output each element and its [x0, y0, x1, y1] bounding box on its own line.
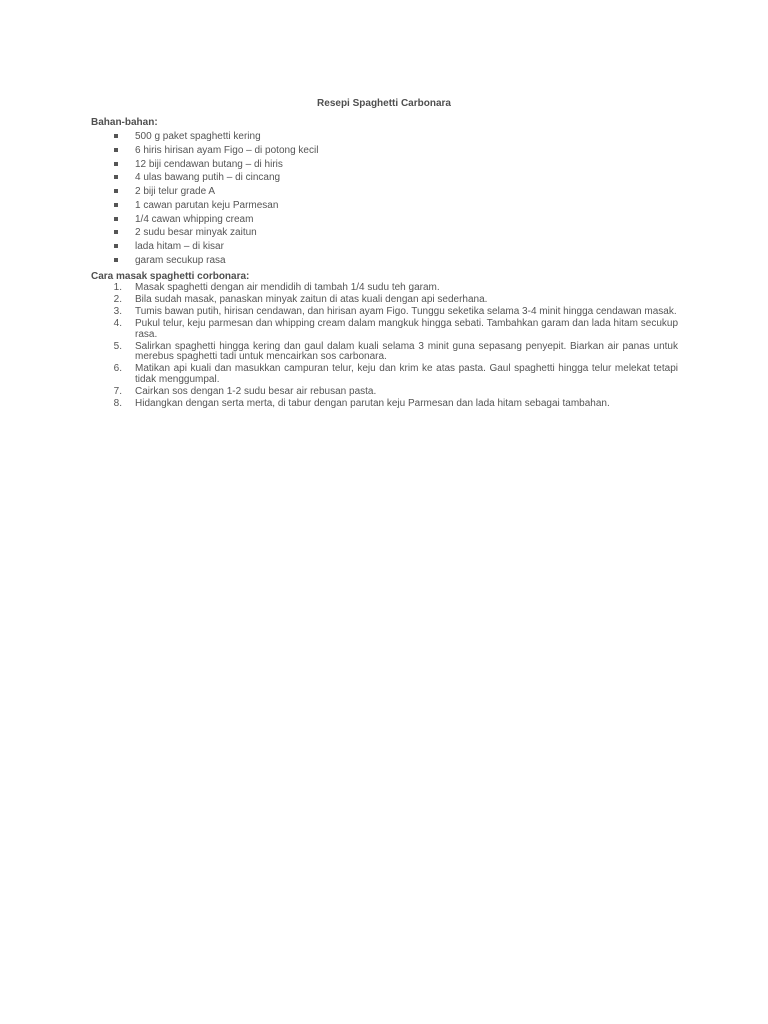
step-text: Tumis bawan putih, hirisan cendawan, dan hirisan ayam Figo. Tunggu seketika selama 3-4 minit hingga cendawan masak. — [135, 306, 677, 317]
ingredient-text: 1/4 cawan whipping cream — [135, 213, 254, 225]
step-number: 3. — [113, 306, 122, 317]
ingredients-heading: Bahan-bahan: — [91, 117, 158, 128]
ingredient-text: 2 sudu besar minyak zaitun — [135, 227, 257, 239]
step-item — [0, 399, 678, 410]
ingredient-text: 500 g paket spaghetti kering — [135, 131, 261, 142]
steps-heading: Cara masak spaghetti corbonara: — [91, 271, 250, 282]
square-bullet-icon — [114, 244, 118, 248]
step-text: Salirkan spaghetti hingga kering dan gaul dalam kuali selama 3 minit guna sepasang penyepit. Biarkan air panas untuk merebus spaghetti tadi untuk mencairkan sos carbonara. — [135, 340, 678, 362]
ingredient-text: 4 ulas bawang putih – di cincang — [135, 172, 281, 184]
step-item — [0, 295, 678, 306]
step-number: 4. — [113, 318, 122, 329]
step-item — [0, 283, 678, 294]
steps-list — [0, 283, 768, 411]
step-item — [0, 364, 678, 385]
ingredient-text: 1 cawan parutan keju Parmesan — [135, 199, 279, 211]
step-text: Matikan api kuali dan masukkan campuran telur, keju dan krim ke atas pasta. Gaul spaghetti hingga telur melekat tetapi tidak menggumpal. — [135, 363, 678, 385]
square-bullet-icon — [114, 175, 118, 179]
step-item — [0, 307, 678, 318]
step-text: Pukul telur, keju parmesan dan whipping cream dalam mangkuk hingga sebati. Tambahkan garam dan lada hitam secukup rasa. — [135, 318, 678, 340]
square-bullet-icon — [114, 203, 118, 207]
step-text: Masak spaghetti dengan air mendidih di tambah 1/4 sudu teh garam. — [135, 282, 440, 293]
step-text: Bila sudah masak, panaskan minyak zaitun di atas kuali dengan api sederhana. — [135, 294, 488, 305]
ingredient-text: 12 biji cendawan butang – di hiris — [135, 158, 283, 170]
step-number: 8. — [113, 397, 122, 409]
step-number: 7. — [113, 385, 122, 397]
step-item — [0, 342, 678, 363]
step-item — [0, 319, 678, 340]
ingredient-text: lada hitam – di kisar — [135, 241, 224, 252]
square-bullet-icon — [114, 162, 118, 166]
square-bullet-icon — [114, 148, 118, 152]
square-bullet-icon — [114, 258, 118, 262]
step-number: 6. — [113, 363, 122, 374]
square-bullet-icon — [114, 230, 118, 234]
step-number: 5. — [113, 340, 122, 352]
step-text: Hidangkan dengan serta merta, di tabur dengan parutan keju Parmesan dan lada hitam sebagai tambahan. — [135, 397, 610, 409]
step-item — [0, 387, 678, 398]
step-text: Cairkan sos dengan 1-2 sudu besar air rebusan pasta. — [135, 385, 377, 397]
step-number: 1. — [113, 282, 122, 293]
step-number: 2. — [113, 294, 122, 305]
ingredient-text: 6 hiris hirisan ayam Figo – di potong kecil — [135, 144, 319, 156]
ingredient-text: garam secukup rasa — [135, 254, 226, 266]
page-title: Resepi Spaghetti Carbonara — [317, 98, 451, 109]
square-bullet-icon — [114, 134, 118, 138]
square-bullet-icon — [114, 189, 118, 193]
square-bullet-icon — [114, 217, 118, 221]
ingredient-text: 2 biji telur grade A — [135, 186, 216, 197]
